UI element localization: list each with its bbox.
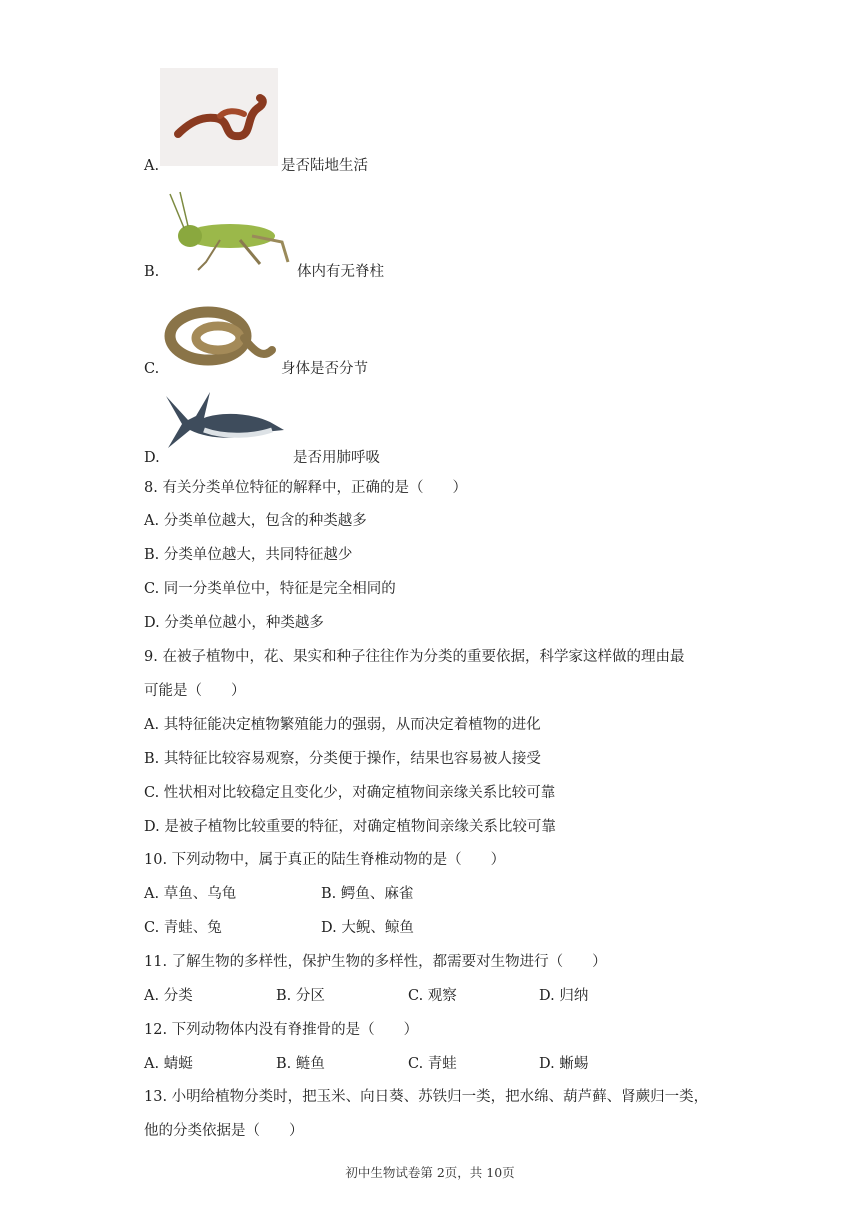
option-c-text: 身体是否分节 [281,361,368,377]
question-12-option-b[interactable]: B. 鲢鱼 [276,1056,325,1072]
earthworm-icon [160,68,278,166]
question-11-option-d[interactable]: D. 归纳 [539,988,589,1004]
option-b-letter: B. [144,264,160,280]
question-8-option-c[interactable]: C. 同一分类单位中，特征是完全相同的 [144,581,396,597]
question-9-stem-line1: 9. 在被子植物中，花、果实和种子往往作为分类的重要依据，科学家这样做的理由最 [144,649,685,665]
question-12-option-d[interactable]: D. 蜥蜴 [539,1056,589,1072]
question-11-options [144,986,704,1006]
question-12-stem: 12. 下列动物体内没有脊推骨的是（ ） [144,1022,419,1038]
option-b-image [160,190,292,274]
question-8-option-d[interactable]: D. 分类单位越小，种类越多 [144,615,324,631]
snake-icon [160,298,280,374]
question-10-stem: 10. 下列动物中，属于真正的陆生脊椎动物的是（ ） [144,852,506,868]
option-d-letter: D. [144,450,160,466]
option-a-row[interactable] [144,156,368,176]
option-b-row[interactable] [144,262,384,282]
question-12-option-a[interactable]: A. 蜻蜓 [144,1056,193,1072]
question-10-row1 [144,884,414,904]
question-8-option-a[interactable]: A. 分类单位越大，包含的种类越多 [144,513,367,529]
question-9-option-a[interactable]: A. 其特征能决定植物繁殖能力的强弱，从而决定着植物的进化 [144,717,541,733]
option-d-row[interactable] [144,448,380,468]
option-c-row[interactable] [144,359,368,379]
question-11-option-c[interactable]: C. 观察 [408,988,457,1004]
shark-icon [160,386,288,458]
option-b-text: 体内有无脊柱 [297,264,384,280]
question-10-option-a[interactable]: A. 草鱼、乌龟 [144,886,237,902]
question-9-option-b[interactable]: B. 其特征比较容易观察，分类便于操作，结果也容易被人接受 [144,751,541,767]
option-a-image [160,68,278,166]
question-10-option-d[interactable]: D. 大鲵、鲸鱼 [321,920,414,936]
option-a-text: 是否陆地生活 [281,158,368,174]
question-9-option-d[interactable]: D. 是被子植物比较重要的特征，对确定植物间亲缘关系比较可靠 [144,819,556,835]
question-11-stem: 11. 了解生物的多样性，保护生物的多样性，都需要对生物进行（ ） [144,954,607,970]
question-11-option-a[interactable]: A. 分类 [144,988,193,1004]
question-10-option-b[interactable]: B. 鳄鱼、麻雀 [321,886,414,902]
question-13-stem-line2: 他的分类依据是（ ） [144,1123,304,1139]
question-10-option-c[interactable]: C. 青蛙、兔 [144,920,222,936]
option-d-text: 是否用肺呼吸 [293,450,380,466]
question-10-row2 [144,918,414,938]
question-11-option-b[interactable]: B. 分区 [276,988,325,1004]
option-d-image [160,386,288,458]
question-13-stem-line1: 13. 小明给植物分类时，把玉米、向日葵、苏铁归一类，把水绵、葫芦藓、肾蕨归一类， [144,1089,709,1105]
grasshopper-icon [160,190,292,274]
option-c-image [160,298,280,374]
question-8-option-b[interactable]: B. 分类单位越大，共同特征越少 [144,547,353,563]
question-9-stem-line2: 可能是（ ） [144,683,246,699]
question-12-options [144,1054,704,1074]
option-a-letter: A. [144,158,160,174]
page-footer: 初中生物试卷第 2页，共 10页 [345,1165,515,1180]
question-12-option-c[interactable]: C. 青蛙 [408,1056,457,1072]
option-c-letter: C. [144,361,160,377]
question-8-stem: 8. 有关分类单位特征的解释中，正确的是（ ） [144,480,467,496]
question-9-option-c[interactable]: C. 性状相对比较稳定且变化少，对确定植物间亲缘关系比较可靠 [144,785,556,801]
